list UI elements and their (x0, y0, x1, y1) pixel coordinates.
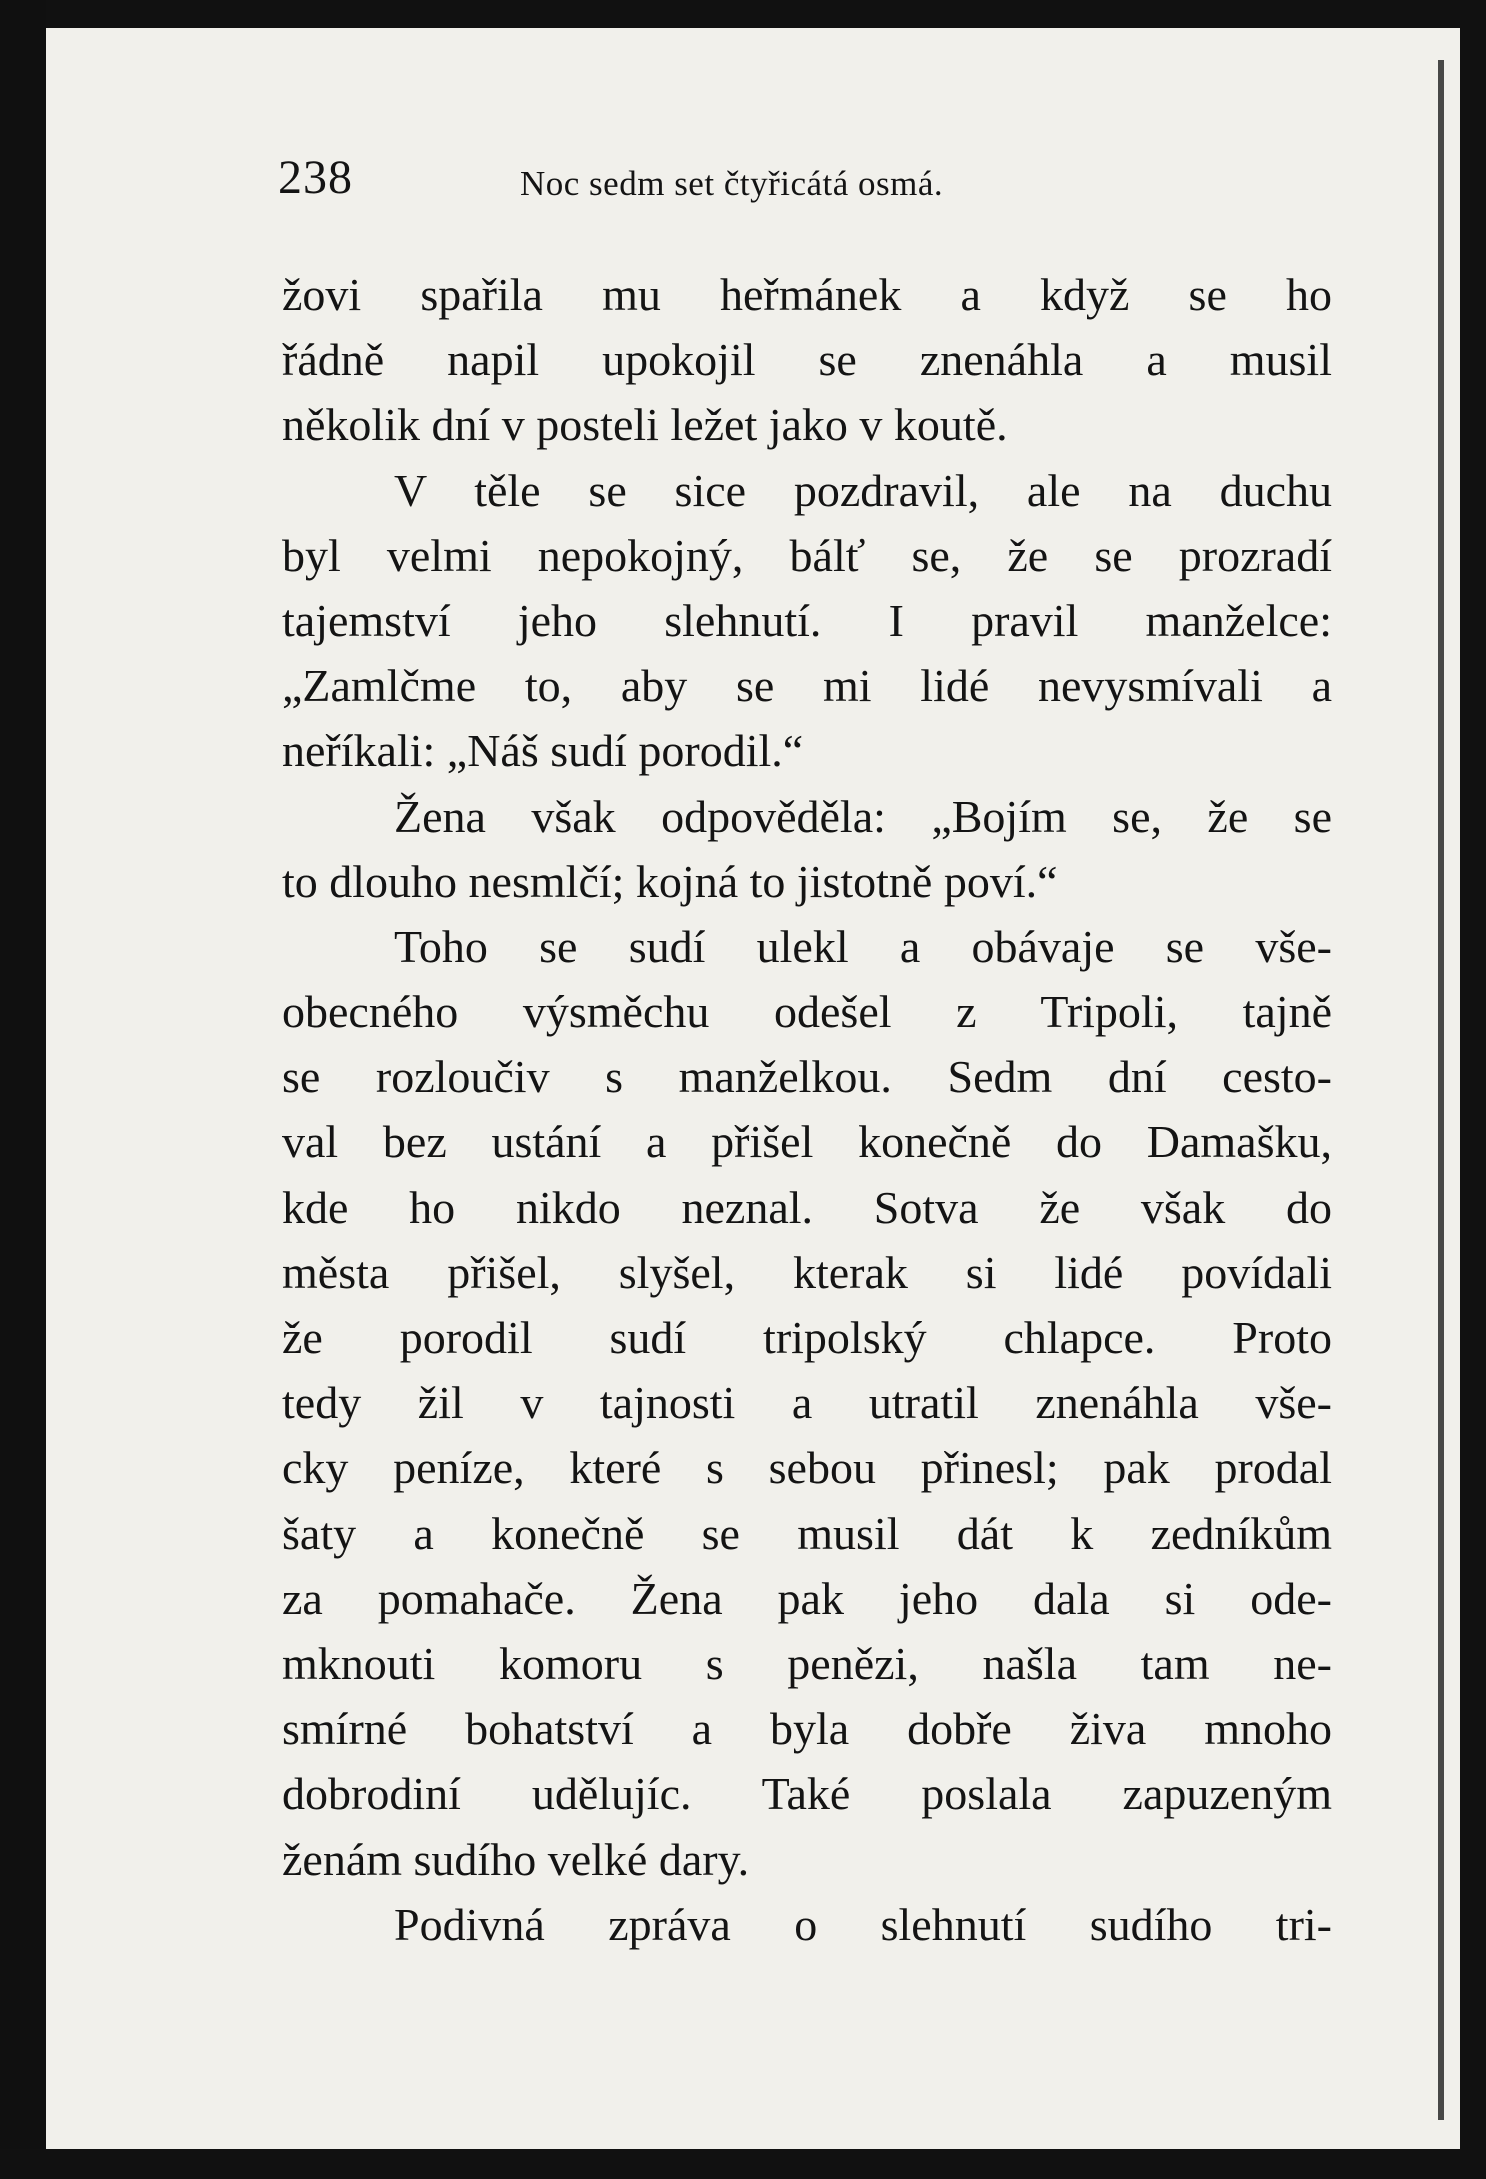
text-line: tedy žil v tajnosti a utratil znenáhla vše- (282, 1377, 1332, 1429)
scan-edge-right (1460, 0, 1486, 2179)
page-gutter-shadow (1438, 60, 1444, 2120)
page-number: 238 (278, 151, 353, 204)
scan-edge-top (0, 0, 1486, 28)
text-line: dobrodiní udělujíc. Také poslala zapuzeným (282, 1768, 1332, 1820)
text-line: že porodil sudí tripolský chlapce. Proto (282, 1312, 1332, 1363)
scan-edge-bottom (0, 2149, 1486, 2179)
text-line: se rozloučiv s manželkou. Sedm dní cesto- (282, 1051, 1332, 1103)
text-line: V těle se sice pozdravil, ale na duchu (394, 464, 1332, 516)
text-line: neříkali: „Náš sudí porodil.“ (282, 725, 804, 777)
text-line: šaty a konečně se musil dát k zedníkům (282, 1507, 1332, 1559)
text-line: města přišel, slyšel, kterak si lidé povídali (282, 1246, 1332, 1298)
text-line: val bez ustání a přišel konečně do Damašku, (282, 1116, 1332, 1168)
text-line: Podivná zpráva o slehnutí sudího tri- (394, 1898, 1332, 1950)
text-line: smírné bohatství a byla dobře živa mnoho (282, 1703, 1332, 1755)
text-line: kde ho nikdo neznal. Sotva že však do (282, 1181, 1332, 1233)
text-line: „Zamlčme to, aby se mi lidé nevysmívali a (282, 660, 1332, 712)
text-line: ženám sudího velké dary. (282, 1833, 750, 1885)
running-title: Noc sedm set čtyřicátá osmá. (520, 164, 944, 203)
text-line: Toho se sudí ulekl a obávaje se vše- (394, 920, 1332, 972)
text-line: Žena však odpověděla: „Bojím se, že se (394, 790, 1332, 842)
text-line: to dlouho nesmlčí; kojná to jistotně poví.“ (282, 855, 1058, 907)
page-header (278, 150, 1338, 210)
text-line: několik dní v posteli ležet jako v koutě. (282, 399, 1008, 451)
text-line: obecného výsměchu odešel z Tripoli, tajně (282, 986, 1332, 1038)
text-line: tajemství jeho slehnutí. I pravil manželce: (282, 594, 1332, 646)
text-line: řádně napil upokojil se znenáhla a musil (282, 334, 1332, 386)
text-line: cky peníze, které s sebou přinesl; pak prodal (282, 1442, 1332, 1494)
body-text (282, 262, 1332, 1957)
text-line: za pomahače. Žena pak jeho dala si ode- (282, 1572, 1332, 1624)
scan-edge-left (0, 0, 46, 2179)
text-line: byl velmi nepokojný, bálť se, že se prozradí (282, 529, 1332, 581)
text-line: mknouti komoru s penězi, našla tam ne- (282, 1637, 1332, 1689)
text-line: žovi spařila mu heřmánek a když se ho (282, 269, 1332, 320)
